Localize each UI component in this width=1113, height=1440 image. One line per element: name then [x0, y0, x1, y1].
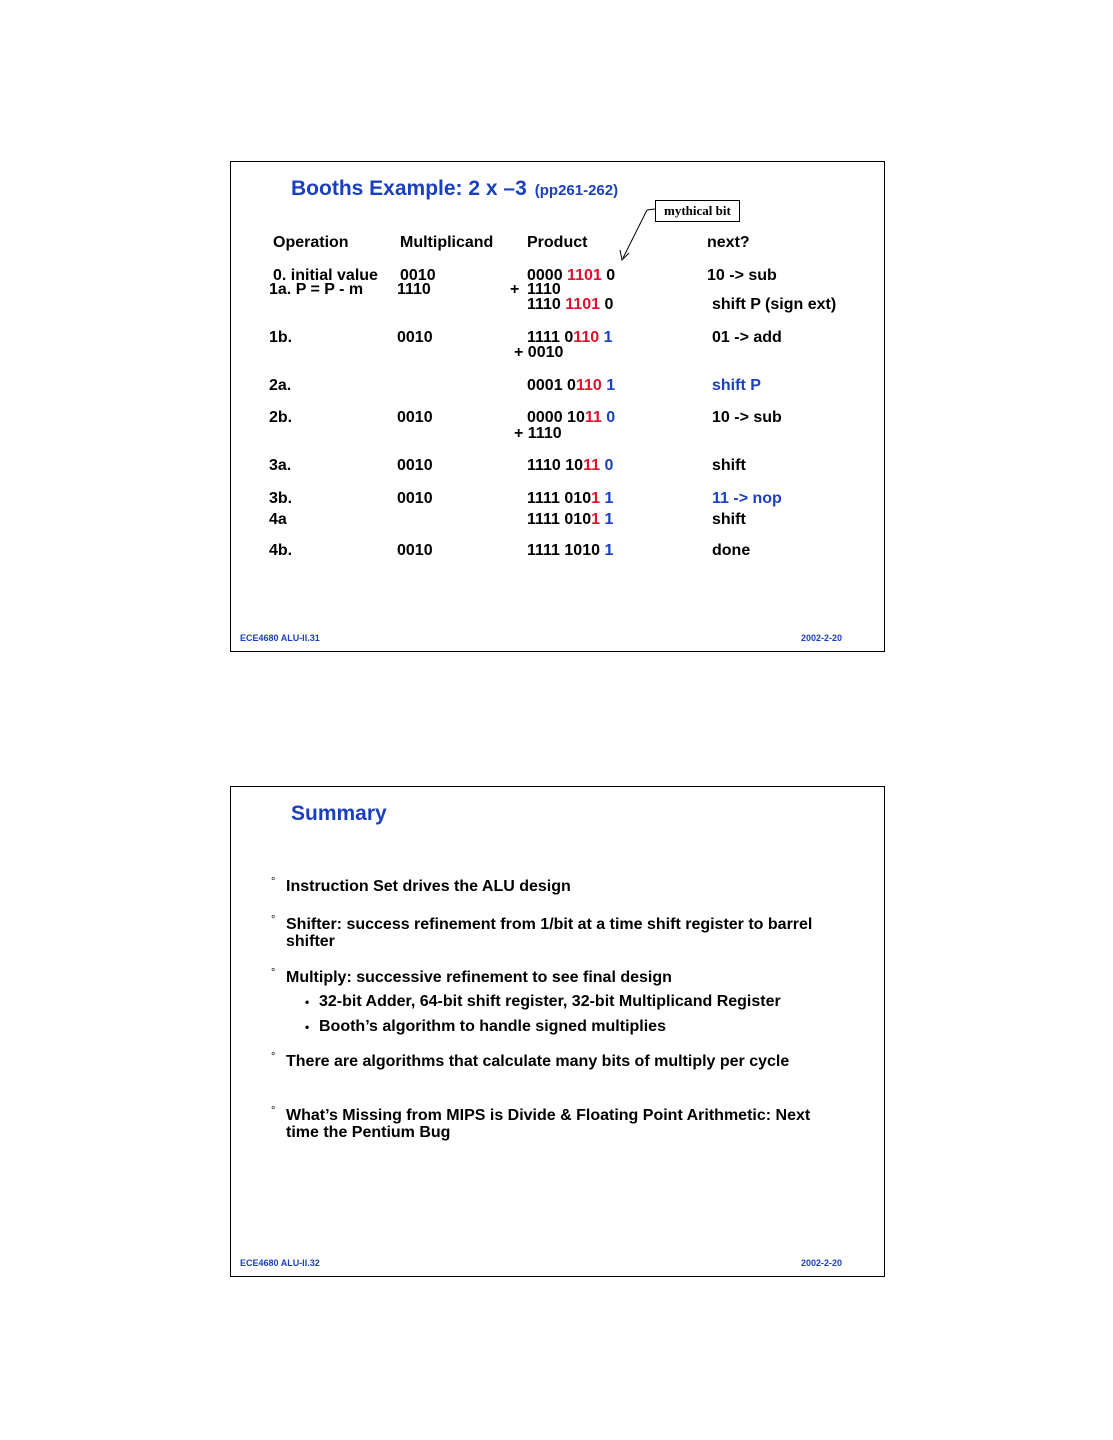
product-bits: 1: [604, 511, 614, 528]
bullet-mark: °: [271, 967, 276, 979]
product-bits: 1110 10: [527, 457, 584, 474]
summary-bullet: [271, 969, 846, 986]
product-bits: 11: [583, 457, 600, 474]
row-next-action: 11 -> nop: [712, 490, 782, 507]
bullet-mark: °: [271, 876, 276, 888]
bullet-text: There are algorithms that calculate many bits of multiply per cycle: [286, 1053, 790, 1070]
product-bits: 1: [603, 329, 613, 346]
product-bits: 0: [604, 457, 614, 474]
product-bits: 1111 010: [527, 490, 592, 507]
row-next-action: 10 -> sub: [712, 409, 782, 426]
product-bits: 0: [601, 267, 616, 284]
product-bits: + 1110: [514, 425, 562, 442]
row-operation: 1a. P = P - m: [269, 281, 364, 298]
callout-arrow: [611, 208, 661, 264]
header-operation: Operation: [273, 234, 349, 251]
bullet-mark: °: [271, 1051, 276, 1063]
header-multiplicand: Multiplicand: [400, 234, 494, 251]
row-multiplicand: 0010: [397, 409, 433, 426]
footer-right: 2002-2-20: [801, 633, 843, 643]
slide-summary: [230, 786, 885, 1277]
bullet-text: Multiply: successive refinement to see final design: [286, 969, 672, 986]
row-next-action: shift: [712, 511, 746, 528]
footer-left: ECE4680 ALU-II.32: [240, 1258, 320, 1268]
product-bits: 1: [606, 377, 616, 394]
row-multiplicand: 0010: [400, 267, 436, 284]
row-multiplicand: 0010: [397, 457, 433, 474]
product-bits: 0: [600, 296, 614, 313]
row-operation: 4a: [269, 511, 287, 528]
product-bits: 1111 1010: [527, 542, 605, 559]
row-operation: 3a.: [269, 457, 292, 474]
row-multiplicand: 0010: [397, 329, 433, 346]
sub-bullet-text: 32-bit Adder, 64-bit shift register, 32-bit Multiplicand Register: [319, 993, 781, 1010]
product-bits: 0000 10: [527, 409, 585, 426]
product-bits: 1110: [527, 281, 561, 298]
row-product: [514, 344, 563, 362]
product-bits: 1101: [565, 296, 600, 313]
row-product: [527, 542, 613, 560]
sub-bullet-text: Booth’s algorithm to handle signed multiplies: [319, 1018, 666, 1035]
footer-right: 2002-2-20: [801, 1258, 843, 1268]
product-bits: 1: [591, 490, 600, 507]
bullet-text: What’s Missing from MIPS is Divide & Floating Point Arithmetic: Next time the Pentium Bug: [286, 1107, 811, 1141]
title-text: Booths Example: 2 x –3: [291, 177, 527, 200]
product-bits: 1: [604, 542, 614, 559]
bullet-mark: °: [271, 1105, 276, 1117]
product-bits: 0000: [527, 267, 568, 284]
row-next-action: shift P: [712, 377, 761, 394]
title-reference: (pp261-262): [534, 182, 619, 199]
row-multiplicand: 0010: [397, 542, 433, 559]
header-next: next?: [707, 234, 750, 251]
product-bits: 1: [591, 511, 600, 528]
row-product: [527, 377, 615, 395]
row-next-action: done: [712, 542, 751, 559]
product-bits: + 0010: [514, 344, 564, 361]
row-product: [527, 490, 613, 508]
row-product: [527, 511, 613, 529]
sub-bullet-mark: •: [305, 1020, 310, 1034]
row-multiplicand: 0010: [397, 490, 433, 507]
sub-bullet-mark: •: [305, 995, 310, 1009]
summary-bullet: [271, 1053, 846, 1070]
row-next-action: 01 -> add: [712, 329, 782, 346]
summary-bullet: [271, 1107, 846, 1141]
sub-bullet: [305, 993, 781, 1011]
slide-title: [291, 177, 618, 201]
product-bits: 1101: [567, 267, 602, 284]
row-operation: 1b.: [269, 329, 293, 346]
row-next-action: 10 -> sub: [707, 267, 777, 284]
row-plus-sign: +: [510, 281, 520, 298]
product-bits: 0001 0: [527, 377, 576, 394]
slide-title: Summary: [291, 802, 387, 825]
row-operation: 2a.: [269, 377, 292, 394]
product-bits: 1111 010: [527, 511, 592, 528]
row-next-action: shift: [712, 457, 746, 474]
footer-left: ECE4680 ALU-II.31: [240, 633, 320, 643]
row-operation: 3b.: [269, 490, 293, 507]
row-operation: 0. initial value: [273, 267, 378, 284]
product-bits: 110: [575, 377, 602, 394]
row-operation: 4b.: [269, 542, 293, 559]
bullet-text: Instruction Set drives the ALU design: [286, 878, 571, 895]
summary-bullet: [271, 878, 846, 895]
product-bits: 0: [606, 409, 616, 426]
product-bits: 11: [584, 409, 602, 426]
product-bits: 110: [573, 329, 600, 346]
sub-bullet: [305, 1018, 666, 1036]
mythical-bit-callout: mythical bit: [655, 200, 740, 222]
summary-bullet: [271, 916, 846, 950]
product-bits: 1110: [527, 296, 566, 313]
product-bits: 1111 0: [527, 329, 574, 346]
bullet-mark: °: [271, 914, 276, 926]
header-product: Product: [527, 234, 588, 251]
row-product: [527, 457, 613, 475]
bullet-text: Shifter: success refinement from 1/bit at a time shift register to barrel shifter: [286, 916, 813, 950]
row-product: [514, 425, 562, 443]
row-next-action: shift P (sign ext): [712, 296, 837, 313]
product-bits: 1: [604, 490, 614, 507]
row-operation: 2b.: [269, 409, 293, 426]
row-multiplicand: 1110: [397, 281, 431, 298]
row-product: [527, 296, 613, 314]
slide-booths-example: [230, 161, 885, 652]
